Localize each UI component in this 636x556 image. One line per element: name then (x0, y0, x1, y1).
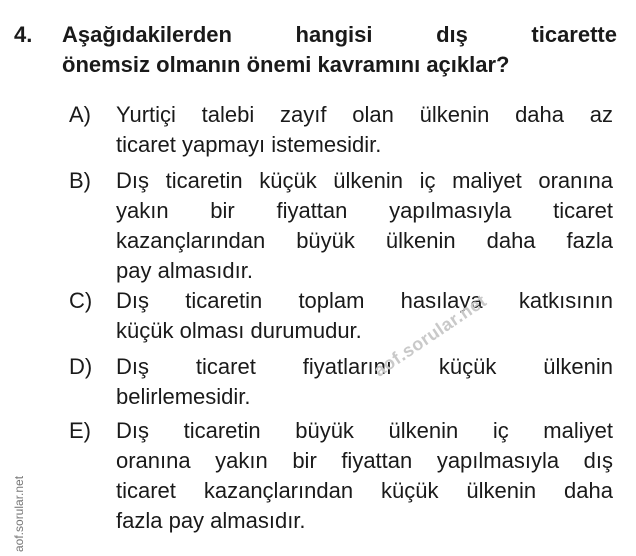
option-text (116, 416, 613, 536)
option-line: pay almasıdır. (116, 258, 253, 283)
option-letter: B) (69, 168, 91, 193)
question-text (62, 20, 617, 80)
question-line: önemsiz olmanın önemi kavramını açıklar? (62, 52, 510, 77)
option-text (116, 286, 613, 346)
option-line: yakın bir fiyattan yapılmasıyla ticaret (116, 198, 613, 223)
option-line: Dış ticaretin büyük ülkenin iç maliyet (116, 418, 613, 443)
option-text (116, 166, 613, 286)
option-letter: E) (69, 418, 91, 443)
option-line: küçük olması durumudur. (116, 318, 362, 343)
option-text (116, 100, 613, 160)
option-line: Yurtiçi talebi zayıf olan ülkenin daha az (116, 102, 613, 127)
question-number: 4. (14, 22, 33, 47)
option-text (116, 352, 613, 412)
question-line: Aşağıdakilerden hangisi dış ticarette (62, 22, 617, 47)
option-letter: D) (69, 354, 93, 379)
option-line: belirlemesidir. (116, 384, 251, 409)
diagonal-watermark: aof.sorular.net (370, 290, 491, 381)
option-letter: C) (69, 288, 93, 313)
option-line: kazançlarından büyük ülkenin daha fazla (116, 228, 613, 253)
option-line: ticaret yapmayı istemesidir. (116, 132, 382, 157)
option-line: Dış ticaretin toplam hasılaya katkısının (116, 288, 613, 313)
option-line: Dış ticaret fiyatlarını küçük ülkenin (116, 354, 613, 379)
side-watermark: aof.sorular.net (12, 475, 26, 552)
option-line: ticaret kazançlarından küçük ülkenin daha (116, 478, 613, 503)
option-line: oranına yakın bir fiyattan yapılmasıyla dış (116, 448, 613, 473)
option-letter: A) (69, 102, 91, 127)
option-line: Dış ticaretin küçük ülkenin iç maliyet oranına (116, 168, 613, 193)
option-line: fazla pay almasıdır. (116, 508, 306, 533)
